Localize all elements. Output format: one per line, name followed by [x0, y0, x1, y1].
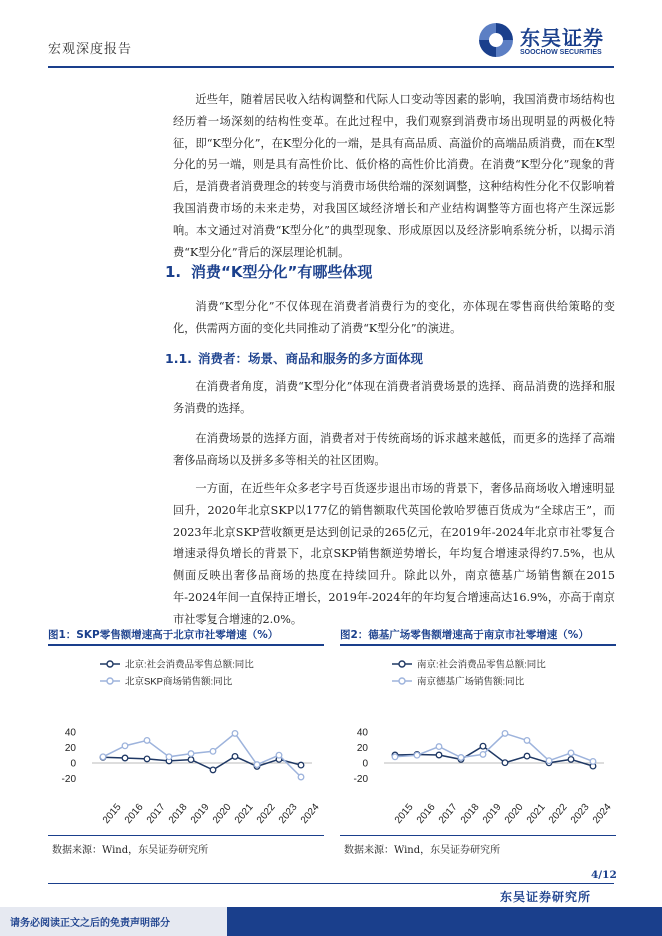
data-point	[210, 767, 216, 773]
x-tick-label: 2018	[458, 801, 482, 826]
section-number: 1.	[165, 263, 182, 281]
footer-divider	[48, 883, 614, 884]
data-point	[524, 753, 530, 759]
data-point	[502, 760, 508, 766]
x-tick-label: 2015	[392, 801, 416, 826]
section-title: 消费“K型分化”有哪些体现	[191, 263, 373, 281]
section-heading	[165, 261, 372, 282]
luxury-paragraph: 一方面，在近些年众多老字号百货逐步退出市场的背景下，奢侈品商场收入增速明显回升，2020年北京SKP以177亿的销售额取代英国伦敦哈罗德百货成为“全球店王”，而2023年北京SKP营收额更是达到创记录的265亿元，在2019年-2024年北京市社零复合增速录得负增长的背景下，北京SKP销售额逆势增长，年均复合增速录得约7.5%，也从侧面反映出奢侈品商场的热度在持续回升。除此以外，南京德基广场销售额在2015年-2024年间一直保持正增长，2019年-2024年的年均复合增速高达16.9%，亦高于南京市社零复合增速的2.0%。	[173, 482, 615, 626]
page-number: 4/12	[591, 869, 617, 881]
data-point	[232, 754, 238, 760]
x-tick-label: 2018	[166, 801, 190, 826]
series-line	[103, 733, 301, 777]
data-point	[568, 750, 574, 756]
data-point	[414, 752, 420, 758]
subsection-heading	[165, 349, 423, 367]
data-point	[524, 738, 530, 744]
data-point	[480, 752, 486, 758]
data-point	[122, 743, 128, 749]
x-tick-label: 2024	[590, 801, 614, 826]
y-tick-label: 40	[356, 727, 368, 739]
x-tick-label: 2023	[276, 801, 300, 826]
logo-mark-icon	[476, 20, 516, 60]
data-point	[188, 757, 194, 763]
data-point	[100, 754, 106, 760]
data-point	[232, 731, 238, 737]
section-paragraph: 消费“K型分化”不仅体现在消费者消费行为的变化，亦体现在零售商供给策略的变化，供需两方面的变化共同推动了消费“K型分化”的演进。	[173, 300, 615, 335]
legend-label: 北京SKP商场销售额:同比	[125, 676, 233, 688]
x-tick-label: 2017	[144, 801, 168, 826]
data-point	[298, 774, 304, 780]
data-point	[546, 758, 552, 764]
data-point	[568, 757, 574, 763]
legend-label: 北京:社会消费品零售总额:同比	[125, 659, 254, 671]
data-point	[298, 762, 304, 768]
x-tick-label: 2016	[122, 801, 146, 826]
legend-label: 南京:社会消费品零售总额:同比	[417, 659, 546, 671]
data-point	[188, 751, 194, 757]
figure2-chart	[340, 646, 616, 834]
x-tick-label: 2017	[436, 801, 460, 826]
x-tick-label: 2021	[232, 801, 256, 826]
x-tick-label: 2020	[210, 801, 234, 826]
footer-organization: 东吴证券研究所	[500, 890, 592, 904]
data-point	[144, 738, 150, 744]
report-type-label: 宏观深度报告	[48, 42, 133, 57]
legend-swatch-marker	[107, 661, 113, 667]
x-tick-label: 2023	[568, 801, 592, 826]
disclaimer-text: 请务必阅读正文之后的免责声明部分	[10, 918, 170, 929]
y-tick-label: -20	[353, 774, 368, 786]
scene-paragraph: 在消费场景的选择方面，消费者对于传统商场的诉求越来越低，而更多的选择了高端奢侈品商场以及拼多多等相关的社区团购。	[173, 432, 615, 467]
data-point	[276, 752, 282, 758]
y-tick-label: -20	[61, 774, 76, 786]
y-tick-label: 20	[356, 742, 368, 754]
x-tick-label: 2022	[254, 801, 278, 826]
consumer-paragraph: 在消费者角度，消费“K型分化”体现在消费者消费场景的选择、商品消费的选择和服务消费的选择。	[173, 380, 615, 415]
data-point	[392, 754, 398, 760]
logo-name: 东吴证券	[520, 26, 604, 50]
intro-paragraph: 近些年，随着居民收入结构调整和代际人口变动等因素的影响，我国消费市场结构也经历着一场深刻的结构性变革。在此过程中，我们观察到消费市场出现明显的两极化特征，即“K型分化”，在K型分化的一端，是具有高品质、高溢价的高端品质消费，而在K型分化的另一端，则是具有高性价比、低价格的高性价比消费。在消费“K型分化”现象的背后，是消费者消费理念的转变与消费市场供给端的深刻调整，这种结构性分化不仅影响着我国消费市场的未来走势，对我国区域经济增长和产业结构调整等方面也将产生深远影响。本文通过对消费“K型分化”的典型现象、形成原因以及经济影响系统分析，以揭示消费“K型分化”背后的深层理论机制。	[173, 93, 615, 259]
data-point	[458, 755, 464, 761]
data-point	[436, 744, 442, 750]
x-tick-label: 2019	[188, 801, 212, 826]
figure2-bottom-rule	[340, 835, 616, 836]
figure1-chart	[48, 646, 324, 834]
x-tick-label: 2020	[502, 801, 526, 826]
figure1-title: 图1：SKP零售额增速高于北京市社零增速（%）	[48, 629, 279, 641]
x-tick-label: 2016	[414, 801, 438, 826]
subsection-number: 1.1.	[165, 351, 192, 366]
figure1-source: 数据来源：Wind，东吴证券研究所	[52, 845, 209, 856]
data-point	[166, 754, 172, 760]
y-tick-label: 0	[362, 758, 368, 770]
data-point	[144, 756, 150, 762]
data-point	[436, 752, 442, 758]
data-point	[590, 759, 596, 765]
figure2-title: 图2：德基广场零售额增速高于南京市社零增速（%）	[340, 629, 589, 641]
company-logo	[476, 16, 626, 68]
data-point	[254, 762, 260, 768]
data-point	[210, 749, 216, 755]
series-line	[395, 733, 593, 761]
data-point	[502, 731, 508, 737]
figure2-source: 数据来源：Wind，东吴证券研究所	[344, 845, 501, 856]
legend-swatch-marker	[399, 678, 405, 684]
data-point	[480, 743, 486, 749]
header-divider	[48, 66, 614, 68]
x-tick-label: 2021	[524, 801, 548, 826]
y-tick-label: 20	[64, 742, 76, 754]
x-tick-label: 2022	[546, 801, 570, 826]
x-tick-label: 2019	[480, 801, 504, 826]
legend-label: 南京德基广场销售额:同比	[417, 676, 525, 688]
x-tick-label: 2024	[298, 801, 322, 826]
x-tick-label: 2015	[100, 801, 124, 826]
legend-swatch-marker	[107, 678, 113, 684]
y-tick-label: 0	[70, 758, 76, 770]
legend-swatch-marker	[399, 661, 405, 667]
data-point	[122, 755, 128, 761]
logo-english-name: SOOCHOW SECURITIES	[520, 49, 602, 56]
subsection-title: 消费者：场景、商品和服务的多方面体现	[198, 351, 424, 366]
y-tick-label: 40	[64, 727, 76, 739]
figure1-bottom-rule	[48, 835, 324, 836]
